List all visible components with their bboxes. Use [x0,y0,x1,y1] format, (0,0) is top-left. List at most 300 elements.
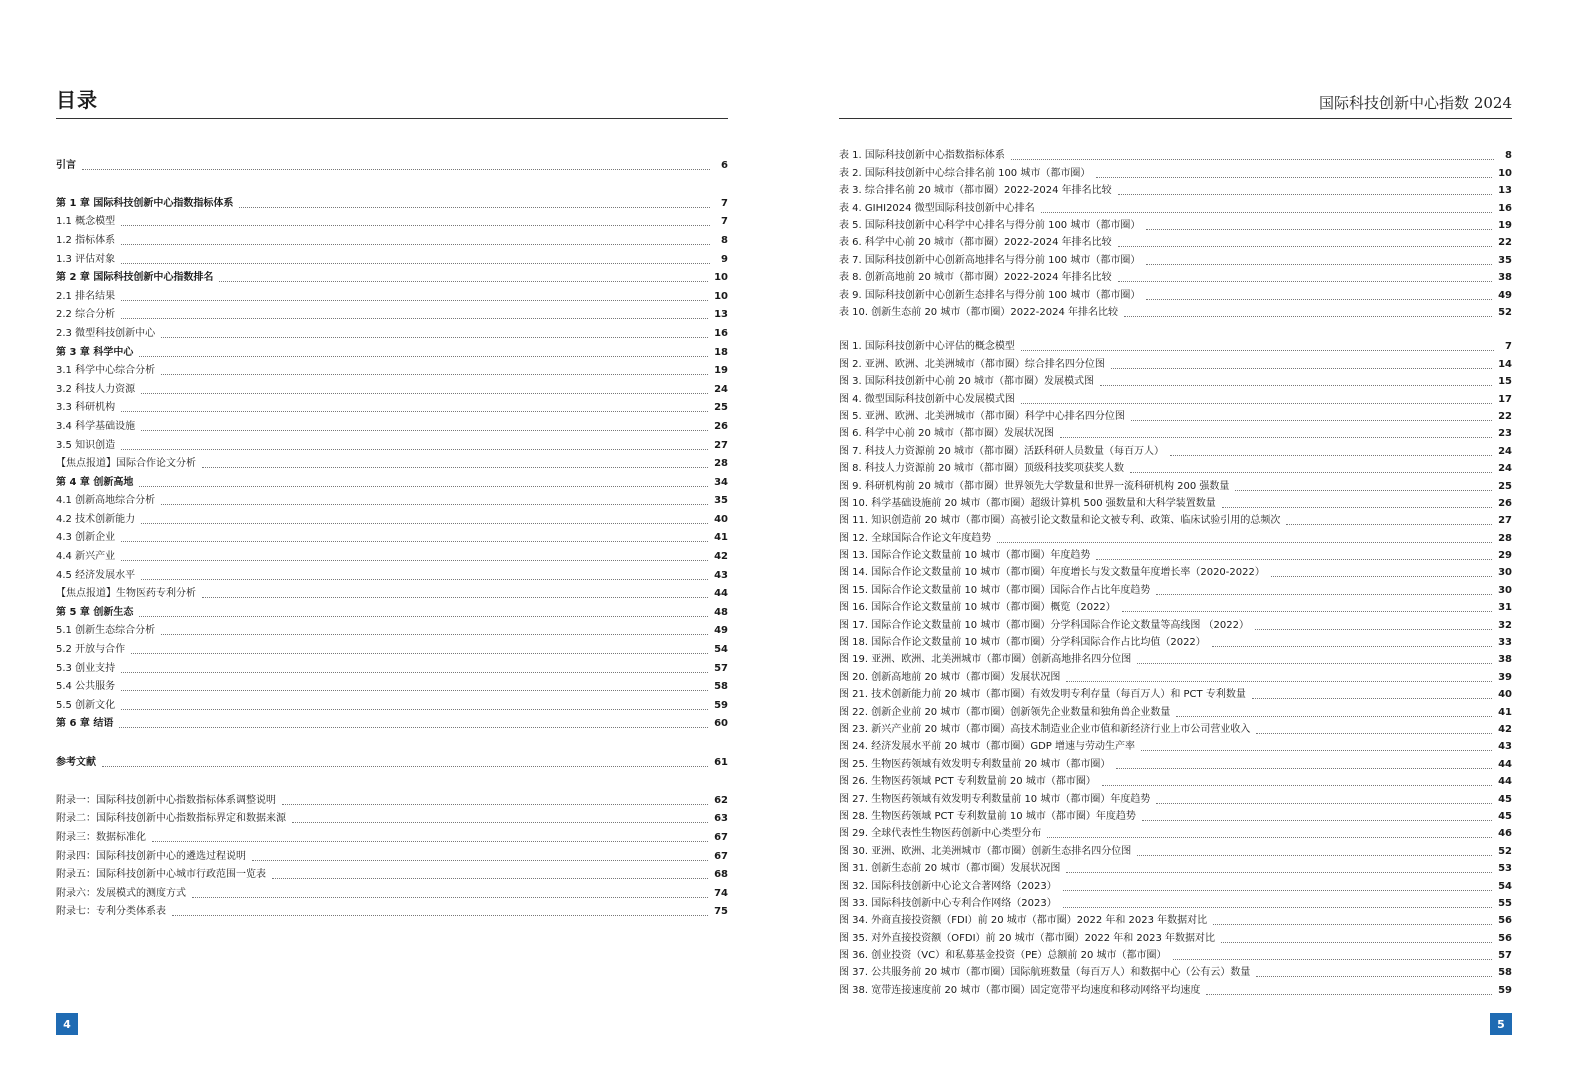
figure-entry[interactable] [839,946,1512,963]
dot-leader [172,914,708,916]
dot-leader [1060,436,1492,438]
entry-page-number: 42 [714,551,728,563]
entry-page-number: 46 [1498,828,1512,840]
figure-entry[interactable] [839,928,1512,945]
toc-entry[interactable] [56,694,728,713]
entry-page-number: 44 [1498,776,1512,788]
toc-entry[interactable] [56,471,728,490]
entry-page-number: 58 [1498,967,1512,979]
dot-leader [121,243,710,245]
table-entry[interactable] [839,268,1512,285]
entry-page-number: 13 [1498,185,1512,197]
entry-label: 表 2. 国际科技创新中心综合排名前 100 城市（都市圈） [839,167,1091,179]
entry-page-number: 42 [1498,723,1512,735]
dot-leader [1021,349,1494,351]
dot-leader [139,355,708,357]
entry-label: 图 13. 国际合作论文数量前 10 城市（都市圈）年度趋势 [839,550,1091,562]
entry-page-number: 57 [1498,950,1512,962]
entry-page-number: 25 [714,402,728,414]
header-rule [839,118,1512,119]
dot-leader [292,821,708,823]
entry-page-number: 58 [714,681,728,693]
toc-entry[interactable] [56,154,728,173]
dot-leader [161,633,708,635]
figure-entry[interactable] [839,807,1512,824]
table-entry[interactable] [839,303,1512,320]
figure-entry[interactable] [839,494,1512,511]
entry-page-number: 59 [1498,984,1512,996]
dot-leader [1252,697,1492,699]
figure-entry[interactable] [839,546,1512,563]
dot-leader [1212,645,1492,647]
entry-label: 表 5. 国际科技创新中心科学中心排名与得分前 100 城市（都市圈） [839,219,1141,231]
entry-label: 2.3 微型科技创新中心 [56,327,156,339]
figure-entry[interactable] [839,598,1512,615]
table-entry[interactable] [839,163,1512,180]
table-entry[interactable] [839,146,1512,163]
entry-label: 表 10. 创新生态前 20 城市（都市圈）2022-2024 年排名比较 [839,306,1119,318]
dot-leader [1137,854,1492,856]
dot-leader [121,708,708,710]
toc-entry[interactable] [56,808,728,827]
entry-label: 图 27. 生物医药领域有效发明专利数量前 10 城市（都市圈）年度趋势 [839,793,1151,805]
entry-page-number: 74 [714,887,728,899]
entry-label: 图 10. 科学基础设施前 20 城市（都市圈）超级计算机 500 强数量和大科学装置数量 [839,497,1216,509]
entry-page-number: 28 [1498,532,1512,544]
entry-label: 表 4. GIHI2024 微型国际科技创新中心排名 [839,202,1035,214]
figure-entry[interactable] [839,354,1512,371]
toc-entry[interactable] [56,285,728,304]
toc-entry[interactable] [56,564,728,583]
toc-entry[interactable] [56,713,728,732]
figure-entry[interactable] [839,476,1512,493]
dot-leader [121,262,710,264]
contents-list [56,154,728,919]
entry-page-number: 24 [1498,463,1512,475]
entry-label: 2.2 综合分析 [56,309,116,321]
entry-page-number: 38 [1498,272,1512,284]
entry-page-number: 41 [1498,706,1512,718]
entry-label: 图 29. 全球代表性生物医药创新中心类型分布 [839,828,1042,840]
toc-entry[interactable] [56,453,728,472]
entry-label: 第 6 章 结语 [56,718,114,730]
toc-entry[interactable] [56,192,728,211]
entry-page-number: 27 [714,439,728,451]
entry-page-number: 27 [1498,515,1512,527]
entry-label: 表 6. 科学中心前 20 城市（都市圈）2022-2024 年排名比较 [839,237,1112,249]
entry-page-number: 38 [1498,654,1512,666]
toc-entry[interactable] [56,657,728,676]
entry-page-number: 75 [714,906,728,918]
entry-label: 图 17. 国际合作论文数量前 10 城市（都市圈）分学科国际合作论文数量等高线图 （2022） [839,619,1249,631]
entry-label: 附录五：国际科技创新中心城市行政范围一览表 [56,869,266,881]
toc-entry[interactable] [56,304,728,323]
entry-page-number: 19 [1498,219,1512,231]
entry-page-number: 63 [714,813,728,825]
entry-label: 3.5 知识创造 [56,439,116,451]
dot-leader [131,652,708,654]
header-rule [56,118,728,119]
entry-label: 【焦点报道】生物医药专利分析 [56,588,196,600]
entry-page-number: 26 [714,420,728,432]
dot-leader [1063,906,1492,908]
section-spacer [56,770,728,790]
dot-leader [1271,575,1492,577]
entry-label: 图 4. 微型国际科技创新中心发展模式图 [839,393,1015,405]
table-entry[interactable] [839,285,1512,302]
entry-page-number: 52 [1498,306,1512,318]
toc-entry[interactable] [56,211,728,230]
figure-entry[interactable] [839,789,1512,806]
figure-entry[interactable] [839,911,1512,928]
entry-label: 4.5 经济发展水平 [56,569,136,581]
toc-entry[interactable] [56,267,728,286]
entry-page-number: 49 [1498,289,1512,301]
entry-label: 2.1 排名结果 [56,290,116,302]
entry-page-number: 61 [714,756,728,768]
entry-label: 图 37. 公共服务前 20 城市（都市圈）国际航班数量（每百万人）和数据中心（公有云）数量 [839,967,1251,979]
entry-label: 表 7. 国际科技创新中心创新高地排名与得分前 100 城市（都市圈） [839,254,1141,266]
entry-page-number: 43 [714,569,728,581]
dot-leader [119,726,708,728]
figure-entry[interactable] [839,337,1512,354]
entry-label: 图 38. 宽带连接速度前 20 城市（都市圈）固定宽带平均速度和移动网络平均速度 [839,984,1201,996]
dot-leader [1176,715,1492,717]
toc-entry[interactable] [56,248,728,267]
entry-label: 4.2 技术创新能力 [56,513,136,525]
figure-entry[interactable] [839,650,1512,667]
toc-entry[interactable] [56,901,728,920]
dot-leader [161,503,708,505]
entry-page-number: 35 [1498,254,1512,266]
entry-label: 5.3 创业支持 [56,662,116,674]
entry-page-number: 59 [714,699,728,711]
entry-label: 图 16. 国际合作论文数量前 10 城市（都市圈）概览（2022） [839,602,1116,614]
toc-entry[interactable] [56,378,728,397]
entry-label: 图 5. 亚洲、欧洲、北美洲城市（都市圈）科学中心排名四分位图 [839,410,1125,422]
entry-page-number: 23 [1498,428,1512,440]
toc-entry[interactable] [56,322,728,341]
toc-entry[interactable] [56,415,728,434]
dot-leader [161,336,708,338]
table-entry[interactable] [839,233,1512,250]
entry-page-number: 9 [721,253,728,265]
entry-page-number: 40 [1498,689,1512,701]
entry-label: 图 2. 亚洲、欧洲、北美洲城市（都市圈）综合排名四分位图 [839,358,1105,370]
entry-label: 图 14. 国际合作论文数量前 10 城市（都市圈）年度增长与发文数量年度增长率（2020-2022） [839,567,1265,579]
figure-index-list [839,337,1512,998]
entry-label: 图 19. 亚洲、欧洲、北美洲城市（都市圈）创新高地排名四分位图 [839,654,1132,666]
dot-leader [219,280,708,282]
dot-leader [1146,228,1492,230]
page-number-badge: 4 [56,1013,78,1035]
entry-page-number: 60 [714,718,728,730]
figure-entry[interactable] [839,407,1512,424]
dot-leader [121,410,708,412]
toc-entry[interactable] [56,882,728,901]
entry-page-number: 6 [721,159,728,171]
figure-entry[interactable] [839,633,1512,650]
entry-page-number: 53 [1498,863,1512,875]
toc-entry[interactable] [56,864,728,883]
entry-label: 图 12. 全球国际合作论文年度趋势 [839,532,992,544]
entry-page-number: 34 [714,476,728,488]
toc-entry[interactable] [56,360,728,379]
dot-leader [997,541,1492,543]
dot-leader [1141,749,1492,751]
entry-label: 第 3 章 科学中心 [56,346,134,358]
table-entry[interactable] [839,181,1512,198]
section-spacer [56,173,728,193]
dot-leader [1102,784,1492,786]
entry-label: 第 2 章 国际科技创新中心指数排名 [56,272,214,284]
entry-label: 图 34. 外商直接投资额（FDI）前 20 城市（都市圈）2022 年和 2023 年数据对比 [839,915,1208,927]
table-entry[interactable] [839,198,1512,215]
entry-label: 4.1 创新高地综合分析 [56,495,156,507]
entry-page-number: 26 [1498,497,1512,509]
entry-label: 引言 [56,159,76,171]
figure-entry[interactable] [839,424,1512,441]
entry-page-number: 44 [1498,758,1512,770]
entry-page-number: 33 [1498,637,1512,649]
entry-page-number: 18 [714,346,728,358]
entry-label: 图 36. 创业投资（VC）和私募基金投资（PE）总额前 20 城市（都市圈） [839,950,1167,962]
dot-leader [202,596,708,598]
entry-label: 5.2 开放与合作 [56,644,126,656]
entry-label: 3.1 科学中心综合分析 [56,365,156,377]
entry-label: 附录二：国际科技创新中心指数指标界定和数据来源 [56,813,286,825]
toc-entry[interactable] [56,845,728,864]
dot-leader [1256,975,1492,977]
toc-entry[interactable] [56,789,728,808]
entry-page-number: 31 [1498,602,1512,614]
dot-leader [121,671,708,673]
figure-entry[interactable] [839,824,1512,841]
entry-label: 图 20. 创新高地前 20 城市（都市圈）发展状况图 [839,671,1061,683]
entry-page-number: 30 [1498,584,1512,596]
entry-label: 图 32. 国际科技创新中心论文合著网络（2023） [839,880,1057,892]
entry-page-number: 44 [714,588,728,600]
entry-page-number: 28 [714,458,728,470]
figure-entry[interactable] [839,511,1512,528]
entry-label: 附录七：专利分类体系表 [56,906,166,918]
entry-label: 【焦点报道】国际合作论文分析 [56,458,196,470]
dot-leader [1122,610,1492,612]
figure-entry[interactable] [839,859,1512,876]
dot-leader [121,448,708,450]
figure-entry[interactable] [839,772,1512,789]
toc-entry[interactable] [56,341,728,360]
figure-entry[interactable] [839,720,1512,737]
figure-entry[interactable] [839,894,1512,911]
dot-leader [121,317,708,319]
dot-leader [1235,489,1492,491]
entry-label: 3.2 科技人力资源 [56,383,136,395]
dot-leader [1066,871,1492,873]
entry-label: 3.3 科研机构 [56,402,116,414]
dot-leader [121,689,708,691]
figure-entry[interactable] [839,580,1512,597]
entry-page-number: 8 [1505,150,1512,162]
figure-entry[interactable] [839,563,1512,580]
entry-page-number: 67 [714,831,728,843]
entry-label: 图 6. 科学中心前 20 城市（都市圈）发展状况图 [839,428,1054,440]
entry-label: 参考文献 [56,756,96,768]
entry-label: 图 26. 生物医药领域 PCT 专利数量前 20 城市（都市圈） [839,776,1096,788]
dot-leader [141,578,708,580]
entry-label: 图 18. 国际合作论文数量前 10 城市（都市圈）分学科国际合作占比均值（2022） [839,637,1206,649]
dot-leader [152,840,708,842]
entry-label: 4.4 新兴产业 [56,551,116,563]
entry-page-number: 54 [714,644,728,656]
entry-label: 3.4 科学基础设施 [56,420,136,432]
toc-heading: 目录 [56,88,98,112]
dot-leader [1118,193,1492,195]
dot-leader [121,224,710,226]
entry-label: 图 21. 技术创新能力前 20 城市（都市圈）有效发明专利存量（每百万人）和 PCT 专利数量 [839,689,1246,701]
entry-label: 1.2 指标体系 [56,234,116,246]
figure-entry[interactable] [839,702,1512,719]
entry-label: 5.1 创新生态综合分析 [56,625,156,637]
entry-label: 1.3 评估对象 [56,253,116,265]
entry-page-number: 10 [714,290,728,302]
table-entry[interactable] [839,250,1512,267]
entry-page-number: 52 [1498,845,1512,857]
table-entry[interactable] [839,216,1512,233]
entry-page-number: 45 [1498,793,1512,805]
dot-leader [1096,176,1492,178]
dot-leader [1286,523,1492,525]
entry-page-number: 49 [714,625,728,637]
entry-page-number: 62 [714,794,728,806]
dot-leader [1118,280,1492,282]
entry-page-number: 32 [1498,619,1512,631]
dot-leader [1213,923,1492,925]
entry-label: 第 1 章 国际科技创新中心指数指标体系 [56,197,234,209]
dot-leader [1170,454,1492,456]
dot-leader [1118,245,1492,247]
entry-page-number: 40 [714,513,728,525]
dot-leader [1041,211,1492,213]
dot-leader [1221,941,1492,943]
figure-entry[interactable] [839,841,1512,858]
entry-page-number: 41 [714,532,728,544]
entry-page-number: 16 [1498,202,1512,214]
toc-entry[interactable] [56,397,728,416]
entry-label: 图 22. 创新企业前 20 城市（都市圈）创新领先企业数量和独角兽企业数量 [839,706,1171,718]
toc-entry[interactable] [56,601,728,620]
entry-page-number: 55 [1498,897,1512,909]
figure-entry[interactable] [839,459,1512,476]
entry-page-number: 13 [714,309,728,321]
toc-entry[interactable] [56,751,728,770]
dot-leader [239,206,710,208]
figure-entry[interactable] [839,372,1512,389]
entry-label: 图 30. 亚洲、欧洲、北美洲城市（都市圈）创新生态排名四分位图 [839,845,1132,857]
entry-page-number: 43 [1498,741,1512,753]
figure-entry[interactable] [839,980,1512,997]
toc-entry[interactable] [56,638,728,657]
dot-leader [139,485,708,487]
toc-entry[interactable] [56,229,728,248]
figure-entry[interactable] [839,667,1512,684]
entry-label: 附录四：国际科技创新中心的遴选过程说明 [56,850,246,862]
toc-entry[interactable] [56,527,728,546]
dot-leader [1116,767,1492,769]
dot-leader [1063,889,1492,891]
figure-entry[interactable] [839,685,1512,702]
toc-entry[interactable] [56,434,728,453]
entry-label: 图 1. 国际科技创新中心评估的概念模型 [839,341,1015,353]
dot-leader [1142,819,1492,821]
figure-entry[interactable] [839,876,1512,893]
toc-entry[interactable] [56,508,728,527]
entry-label: 第 4 章 创新高地 [56,476,134,488]
dot-leader [252,859,708,861]
dot-leader [1156,593,1492,595]
figure-entry[interactable] [839,441,1512,458]
dot-leader [1021,402,1492,404]
figure-entry[interactable] [839,389,1512,406]
entry-label: 图 7. 科技人力资源前 20 城市（都市圈）活跃科研人员数量（每百万人） [839,445,1164,457]
figure-entry[interactable] [839,754,1512,771]
entry-label: 图 24. 经济发展水平前 20 城市（都市圈）GDP 增速与劳动生产率 [839,741,1136,753]
entry-page-number: 57 [714,662,728,674]
dot-leader [1047,836,1492,838]
dot-leader [282,803,708,805]
dot-leader [1111,367,1492,369]
figure-entry[interactable] [839,737,1512,754]
entry-page-number: 48 [714,606,728,618]
figure-entry[interactable] [839,615,1512,632]
toc-entry[interactable] [56,583,728,602]
figure-entry[interactable] [839,963,1512,980]
dot-leader [141,522,708,524]
toc-entry[interactable] [56,490,728,509]
entry-label: 图 15. 国际合作论文数量前 10 城市（都市圈）国际合作占比年度趋势 [839,584,1151,596]
dot-leader [1137,662,1492,664]
dot-leader [1100,384,1492,386]
entry-label: 5.5 创新文化 [56,699,116,711]
toc-entry[interactable] [56,620,728,639]
entry-label: 图 3. 国际科技创新中心前 20 城市（都市圈）发展模式图 [839,376,1094,388]
dot-leader [1173,958,1493,960]
entry-label: 表 8. 创新高地前 20 城市（都市圈）2022-2024 年排名比较 [839,272,1112,284]
entry-label: 5.4 公共服务 [56,681,116,693]
entry-label: 第 5 章 创新生态 [56,606,134,618]
entry-label: 表 3. 综合排名前 20 城市（都市圈）2022-2024 年排名比较 [839,185,1112,197]
entry-label: 附录六：发展模式的测度方式 [56,887,186,899]
toc-entry[interactable] [56,545,728,564]
entry-page-number: 16 [714,327,728,339]
entry-label: 图 25. 生物医药领域有效发明专利数量前 20 城市（都市圈） [839,758,1111,770]
dot-leader [82,168,710,170]
entry-page-number: 25 [1498,480,1512,492]
entry-label: 图 23. 新兴产业前 20 城市（都市圈）高技术制造业企业市值和新经济行业上市公司营业收入 [839,723,1251,735]
dot-leader [1146,298,1492,300]
dot-leader [1222,506,1492,508]
toc-entry[interactable] [56,676,728,695]
toc-entry[interactable] [56,826,728,845]
entry-page-number: 8 [721,234,728,246]
dot-leader [1096,558,1492,560]
figure-entry[interactable] [839,528,1512,545]
dot-leader [272,877,708,879]
entry-label: 图 11. 知识创造前 20 城市（都市圈）高被引论文数量和论文被专利、政策、临床试验引用的总频次 [839,515,1281,527]
entry-label: 表 9. 国际科技创新中心创新生态排名与得分前 100 城市（都市圈） [839,289,1141,301]
entry-label: 4.3 创新企业 [56,532,116,544]
dot-leader [1146,263,1492,265]
